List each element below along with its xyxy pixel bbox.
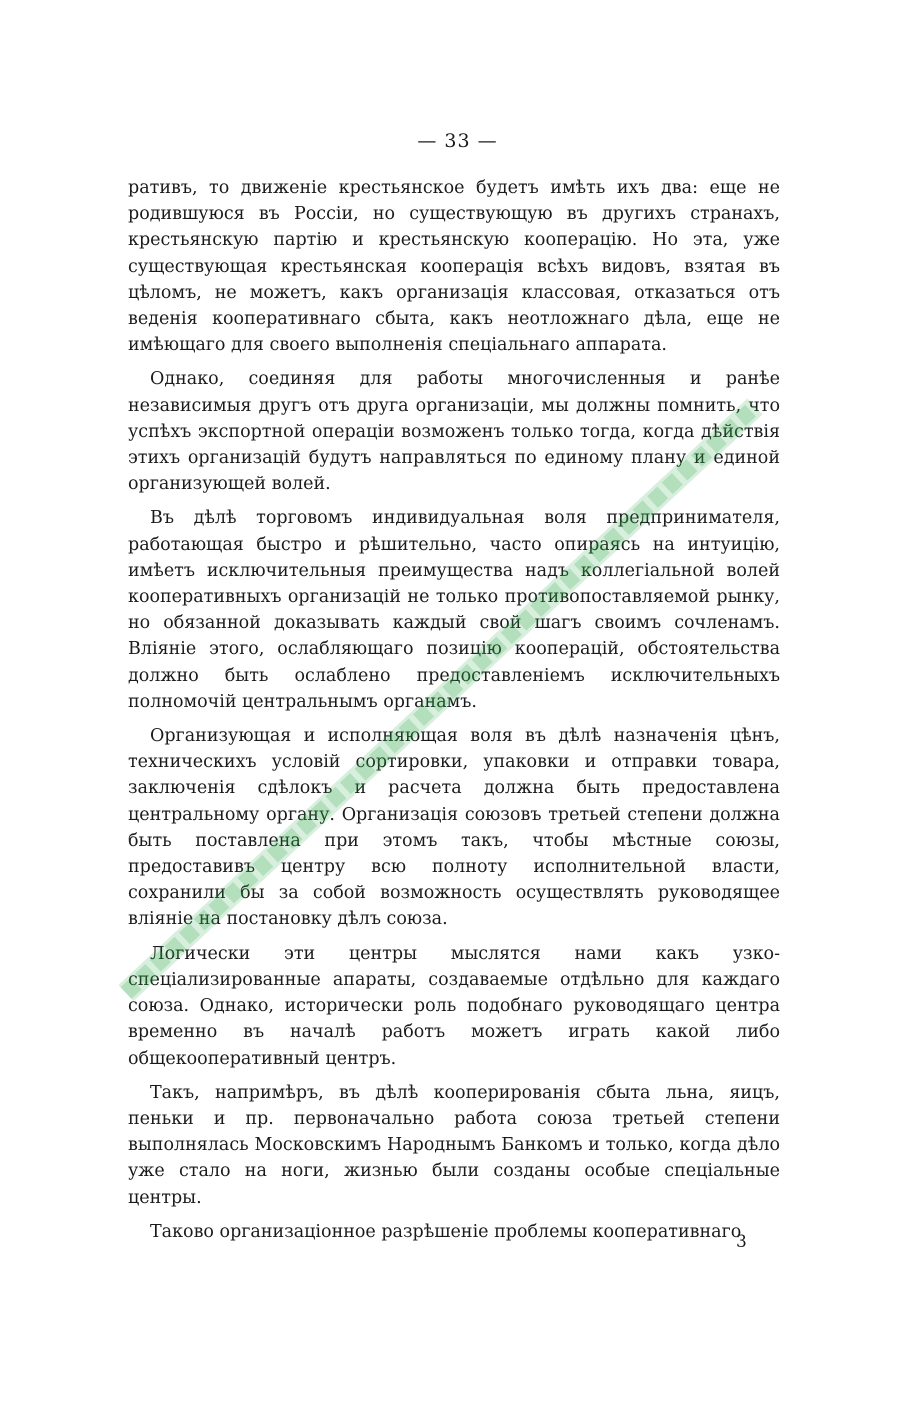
paragraph-6: Такъ, напримѣръ, въ дѣлѣ кооперированія сбыта льна, яицъ, пеньки и пр. первоначально работа союза третьей степени выполнялась Московскимъ Народнымъ Банкомъ и только, когда дѣло уже стало на ноги, жизнью были созданы особые спеціальные центры. [128,1082,780,1208]
printer-signature-mark: 3 [736,1232,747,1252]
paragraph-2: Однако, соединяя для работы многочисленныя и ранѣе независимыя другъ отъ друга организаціи, мы должны помнить, что успѣхъ экспортной операціи возможенъ только тогда, когда дѣйствія этихъ организацій будутъ направляться по единому плану и единой организующей волей. [128,369,780,495]
document-body [128,175,780,1253]
paragraph-4: Организующая и исполняющая воля въ дѣлѣ назначенія цѣнъ, техническихъ условій сортировки, упаковки и отправки товара, заключенія сдѣлокъ и расчета должна быть предоставлена центральному органу. Организація союзовъ третьей степени должна быть поставлена при этомъ такъ, чтобы мѣстные союзы, предоставивъ центру всю полноту исполнительной власти, сохранили бы за собой возможность осуществлять руководящее вліяніе на постановку дѣлъ союза. [128,726,780,930]
paragraph-7: Таково организаціонное разрѣшеніе проблемы кооперативнаго [150,1221,742,1242]
paragraph-5: Логически эти центры мыслятся нами какъ узко-спеціализированные апараты, создаваемые отдѣльно для каждаго союза. Однако, исторически роль подобнаго руководящаго центра временно въ началѣ работъ можетъ играть какой либо общекооперативный центръ. [128,943,780,1069]
page-number: — 33 — [417,130,498,152]
paragraph-3: Въ дѣлѣ торговомъ индивидуальная воля предпринимателя, работающая быстро и рѣшительно, часто опираясь на интуицію, имѣетъ исключительныя преимущества надъ коллегіальной волей кооперативныхъ организацій не только противопоставляемой рынку, но обязанной доказывать каждый свой шагъ своимъ сочленамъ. Вліяніе этого, ослабляющаго позицію кооперацій, обстоятельства должно быть ослаблено предоставленіемъ исключительныхъ полномочій центральнымъ органамъ. [128,508,780,712]
paragraph-1: ративъ, то движеніе крестьянское будетъ имѣть ихъ два: еще не родившуюся въ Россіи, но существующую въ другихъ странахъ, крестьянскую партію и крестьянскую кооперацію. Но эта, уже существующая крестьянская кооперація всѣхъ видовъ, взятая въ цѣломъ, не можетъ, какъ организація классовая, отказаться отъ веденія кооперативнаго сбыта, какъ неотложнаго дѣла, еще не имѣющаго для своего выполненія спеціальнаго аппарата. [128,178,780,356]
